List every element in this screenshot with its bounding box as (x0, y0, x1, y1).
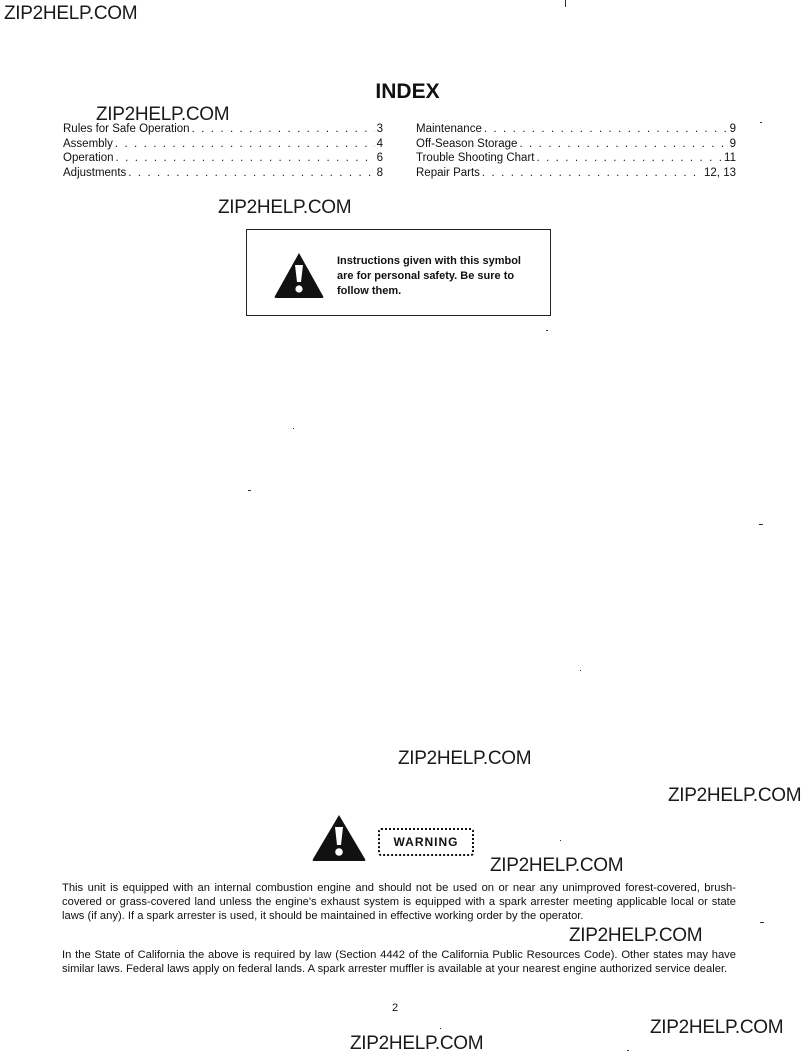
index-entry-label: Maintenance (416, 123, 482, 135)
scan-speck (760, 122, 762, 123)
scan-speck (580, 670, 581, 671)
index-entry-label: Rules for Safe Operation (63, 123, 190, 135)
watermark: ZIP2HELP.COM (4, 3, 138, 24)
index-title: INDEX (375, 80, 440, 103)
scan-speck (293, 428, 294, 429)
index-entry-page: 3 (376, 123, 383, 135)
index-entry-page: 9 (729, 137, 736, 150)
index-entry (416, 166, 736, 181)
watermark: ZIP2HELP.COM (490, 855, 624, 876)
watermark: ZIP2HELP.COM (398, 748, 532, 769)
scan-speck (565, 0, 566, 7)
index-entry (416, 151, 736, 166)
leader-dots (482, 166, 702, 181)
leader-dots (128, 166, 374, 181)
scan-speck (760, 922, 764, 923)
scan-speck (248, 490, 251, 491)
index-entry-label: Assembly (63, 137, 113, 150)
index-entry-page: 6 (376, 152, 383, 165)
leader-dots (115, 137, 375, 152)
scan-speck (627, 1050, 629, 1051)
index-right-column (416, 122, 736, 180)
leader-dots (192, 122, 375, 137)
index-entry (63, 151, 383, 166)
index-entry-page: 12, 13 (704, 166, 736, 179)
leader-dots (116, 151, 375, 166)
index-entry (63, 166, 383, 181)
index-entry-page: 4 (376, 137, 383, 150)
scan-speck (546, 330, 548, 331)
spark-arrester-paragraph: This unit is equipped with an internal combustion engine and should not be used on or near any unimproved forest-covered, brush-covered or grass-covered land unless the engine's exhaust system is equipped with a spark arrester meeting applicable local or state laws (if any). If a spark arrester is used, it should be maintained in effective working order by the operator. (62, 882, 736, 922)
watermark: ZIP2HELP.COM (650, 1017, 784, 1038)
warning-triangle-icon (311, 814, 367, 862)
warning-label: WARNING (378, 828, 474, 856)
watermark: ZIP2HELP.COM (218, 197, 352, 218)
index-entry (63, 137, 383, 152)
index-entry (63, 122, 383, 137)
watermark: ZIP2HELP.COM (96, 104, 230, 125)
index-entry-label: Operation (63, 152, 114, 165)
index-entry-page: 9 (729, 123, 736, 135)
watermark: ZIP2HELP.COM (668, 785, 802, 806)
index-entry-label: Trouble Shooting Chart (416, 152, 535, 165)
safety-symbol-text: Instructions given with this symbol are for personal safety. Be sure to follow them. (337, 255, 521, 297)
index-left-column (63, 122, 383, 180)
index-entry (416, 137, 736, 152)
california-law-paragraph: In the State of California the above is required by law (Section 4442 of the California Public Resources Code). Other states may have similar laws. Federal laws apply on federal lands. A spark arrester muffler is available at your nearest engine authorized service dealer. (62, 949, 736, 975)
index-entry-label: Off-Season Storage (416, 137, 518, 150)
watermark: ZIP2HELP.COM (350, 1033, 484, 1054)
scan-speck (560, 840, 561, 841)
index-entry-label: Adjustments (63, 166, 127, 179)
index-entry-label: Repair Parts (416, 166, 480, 179)
leader-dots (519, 137, 727, 152)
scan-speck (440, 1028, 441, 1029)
watermark: ZIP2HELP.COM (569, 925, 703, 946)
leader-dots (536, 151, 722, 166)
scan-speck (759, 524, 763, 525)
leader-dots (484, 122, 728, 137)
warning-triangle-icon (273, 251, 325, 299)
index-entry (416, 122, 736, 137)
index-entry-page: 8 (376, 166, 383, 179)
index-entry-page: 11 (724, 152, 736, 165)
safety-symbol-box (246, 229, 551, 316)
page-number: 2 (392, 1002, 399, 1014)
